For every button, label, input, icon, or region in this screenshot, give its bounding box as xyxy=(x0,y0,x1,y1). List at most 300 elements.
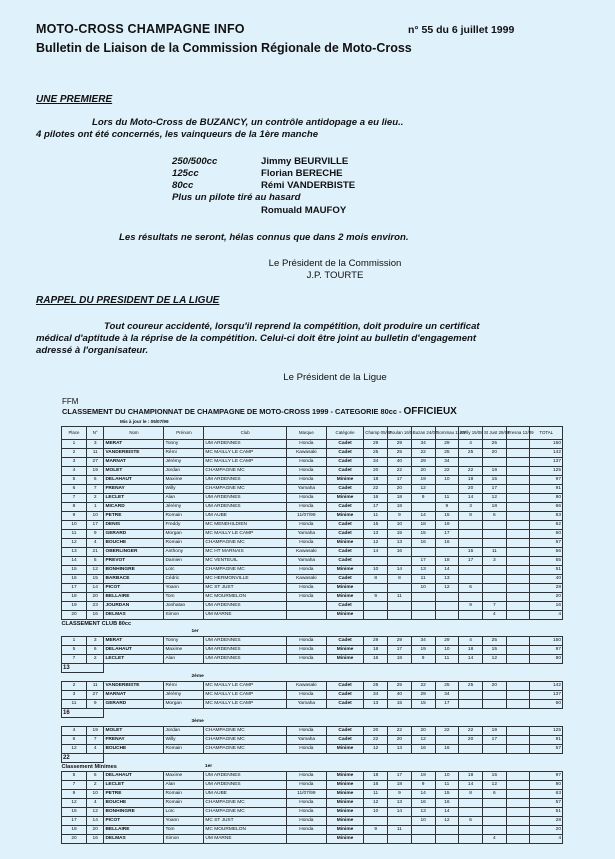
table-cell xyxy=(388,557,412,566)
table-cell: PICOT xyxy=(104,817,164,826)
table-cell: 21 xyxy=(86,548,103,557)
table-row xyxy=(62,584,563,593)
table-cell: MICARD xyxy=(104,503,164,512)
table-cell: Minime xyxy=(326,611,363,620)
table-cell: Romain xyxy=(164,790,204,799)
table-cell: Cadet xyxy=(326,449,363,458)
table-cell: 4 xyxy=(482,835,506,844)
table-cell: 29 xyxy=(364,440,388,449)
table-cell xyxy=(435,736,459,745)
table-cell: UM ARDENNES xyxy=(204,494,286,503)
table-cell: 12 xyxy=(62,745,87,754)
table-cell xyxy=(459,521,483,530)
pilot-cat: 125cc xyxy=(172,168,199,179)
table-cell: UM ARDENNES xyxy=(204,781,286,790)
table-cell: 22 xyxy=(459,727,483,736)
table-cell xyxy=(286,602,326,611)
table-cell: 12 xyxy=(435,584,459,593)
table-cell: Jonhatan xyxy=(164,602,204,611)
table-cell: 9 xyxy=(86,530,103,539)
table-cell: 55 xyxy=(530,557,563,566)
table-cell: Cadet xyxy=(326,467,363,476)
table-cell: 22 xyxy=(388,727,412,736)
table-cell: 11 xyxy=(86,682,103,691)
table-row xyxy=(62,503,563,512)
table-cell: 12 xyxy=(411,485,435,494)
table-cell: Cadet xyxy=(326,458,363,467)
table-cell: 9 xyxy=(62,512,87,521)
table-cell: LECLET xyxy=(104,655,164,664)
table-cell: 6 xyxy=(62,736,87,745)
table-cell: PETRE xyxy=(104,790,164,799)
table-cell: 51 xyxy=(530,808,563,817)
spacer-cell xyxy=(104,709,563,718)
table-cell xyxy=(482,817,506,826)
table-cell: 91 xyxy=(530,736,563,745)
table-cell: Honda xyxy=(286,691,326,700)
table-cell: 25 xyxy=(459,449,483,458)
table-cell: Honda xyxy=(286,584,326,593)
table-cell xyxy=(459,826,483,835)
column-header: Champ 05/04 xyxy=(364,427,388,440)
column-header: Place xyxy=(62,427,87,440)
table-cell: 17 xyxy=(62,817,87,826)
table-cell xyxy=(506,799,530,808)
table-cell: 14 xyxy=(411,790,435,799)
table-cell xyxy=(506,539,530,548)
table-cell: DELAHAUT xyxy=(104,772,164,781)
table-cell: GERARD xyxy=(104,700,164,709)
table-cell: 16 xyxy=(364,781,388,790)
table-cell: 4 xyxy=(530,835,563,844)
table-cell: Cadet xyxy=(326,727,363,736)
table-cell: 2 xyxy=(86,494,103,503)
table-cell: 6 xyxy=(459,817,483,826)
table-cell: 29 xyxy=(435,440,459,449)
table-cell: 4 xyxy=(530,611,563,620)
table-cell: 10 xyxy=(62,521,87,530)
table-update-date xyxy=(120,419,169,424)
table-row xyxy=(62,772,563,781)
table-cell xyxy=(506,826,530,835)
table-cell: 6 xyxy=(62,485,87,494)
table-cell xyxy=(506,503,530,512)
table-cell: 10 xyxy=(435,772,459,781)
table-cell: 16 xyxy=(435,539,459,548)
table-cell: 27 xyxy=(86,458,103,467)
table-cell: 16 xyxy=(86,611,103,620)
table-cell xyxy=(506,458,530,467)
table-cell: 22 xyxy=(411,449,435,458)
table-cell: CHAMPAGNE MC xyxy=(204,467,286,476)
table-row xyxy=(62,700,563,709)
bulletin-title: MOTO-CROSS CHAMPAGNE INFO xyxy=(36,22,245,36)
table-cell: 25 xyxy=(435,682,459,691)
table-cell xyxy=(506,476,530,485)
table-cell: Honda xyxy=(286,637,326,646)
table-cell: 18 xyxy=(364,772,388,781)
table-cell: Minime xyxy=(326,790,363,799)
table-cell: 2 xyxy=(86,781,103,790)
table-cell: Willy xyxy=(164,736,204,745)
table-cell: UM ARDENNES xyxy=(204,772,286,781)
table-cell: 16 xyxy=(435,799,459,808)
table-cell: 150 xyxy=(530,637,563,646)
table-cell: 14 xyxy=(411,512,435,521)
table-cell: Honda xyxy=(286,772,326,781)
table-cell: 17 xyxy=(435,530,459,539)
table-cell: 17 xyxy=(86,521,103,530)
table-cell: 20 xyxy=(411,467,435,476)
table-cell: 34 xyxy=(411,637,435,646)
table-cell: LECLET xyxy=(104,494,164,503)
table-cell xyxy=(506,557,530,566)
table-cell xyxy=(506,736,530,745)
table-cell: DELMAS xyxy=(104,611,164,620)
table-cell: Jordan xyxy=(164,467,204,476)
table-cell: UM AUBE xyxy=(204,512,286,521)
table-cell: 66 xyxy=(530,503,563,512)
table-cell xyxy=(506,521,530,530)
table-cell: 4 xyxy=(482,611,506,620)
table-cell: LECLET xyxy=(104,781,164,790)
table-cell: 34 xyxy=(435,458,459,467)
table-cell: 20 xyxy=(388,485,412,494)
table-cell xyxy=(364,557,388,566)
table-cell: 22 xyxy=(435,467,459,476)
table-cell: Honda xyxy=(286,799,326,808)
table-cell: 8 xyxy=(62,503,87,512)
table-cell: 25 xyxy=(388,449,412,458)
table-row xyxy=(62,727,563,736)
table-cell: 11 xyxy=(411,575,435,584)
table-cell: Minime xyxy=(326,781,363,790)
section-heading-row xyxy=(62,628,563,637)
table-cell xyxy=(364,611,388,620)
table-cell: OBERLINGER xyxy=(104,548,164,557)
table-cell: 16 xyxy=(435,745,459,754)
table-cell: BELLAIRE xyxy=(104,593,164,602)
table-cell: 12 xyxy=(482,494,506,503)
table-cell: Tonny xyxy=(164,637,204,646)
pilot-name: Florian BERECHE xyxy=(261,168,343,179)
table-cell: 17 xyxy=(435,700,459,709)
table-cell: CHAMPAGNE MC xyxy=(204,808,286,817)
table-cell: CHAMPAGNE MC xyxy=(204,745,286,754)
table-cell xyxy=(482,700,506,709)
table-cell xyxy=(482,458,506,467)
table-cell: Minime xyxy=(326,584,363,593)
table-cell: 20 xyxy=(62,611,87,620)
table-cell: 15 xyxy=(388,530,412,539)
table-cell: Minime xyxy=(326,646,363,655)
column-header: Melly 15/08 xyxy=(459,427,483,440)
table-cell: 16 xyxy=(411,799,435,808)
table-cell: Maxime xyxy=(164,772,204,781)
table-cell: UM ARDENNES xyxy=(204,602,286,611)
table-cell: 13 xyxy=(388,745,412,754)
table-cell: 18 xyxy=(364,646,388,655)
section-title-premiere: UNE PREMIERE xyxy=(36,94,113,105)
table-cell: 10 xyxy=(86,790,103,799)
table-cell: 18 xyxy=(364,476,388,485)
table-cell: Morgan xyxy=(164,530,204,539)
table-cell xyxy=(459,799,483,808)
table-cell: 20 xyxy=(411,727,435,736)
table-cell: 20 xyxy=(86,826,103,835)
table-cell: 142 xyxy=(530,449,563,458)
table-row xyxy=(62,521,563,530)
group-total: 22 xyxy=(62,754,104,763)
table-cell: 97 xyxy=(530,476,563,485)
table-cell: 4 xyxy=(86,539,103,548)
table-cell: 137 xyxy=(530,458,563,467)
table-cell: 29 xyxy=(388,637,412,646)
table-cell: UM ARDENNES xyxy=(204,655,286,664)
table-row xyxy=(62,835,563,844)
table-cell: 13 xyxy=(411,808,435,817)
table-cell: 15 xyxy=(459,548,483,557)
table-cell: 20 xyxy=(364,467,388,476)
table-cell: Minime xyxy=(326,799,363,808)
table-cell: 16 xyxy=(364,494,388,503)
table-cell xyxy=(506,727,530,736)
table-cell: Jérémy xyxy=(164,458,204,467)
table-cell: 20 xyxy=(62,835,87,844)
table-cell xyxy=(482,566,506,575)
table-cell: 20 xyxy=(482,682,506,691)
table-cell: 25 xyxy=(459,682,483,691)
table-cell: BOUCHE xyxy=(104,799,164,808)
table-cell: UM ARDENNES xyxy=(204,503,286,512)
table-cell xyxy=(459,458,483,467)
column-header: Nom xyxy=(104,427,164,440)
table-cell: 18 xyxy=(388,781,412,790)
table-row xyxy=(62,637,563,646)
table-row xyxy=(62,799,563,808)
table-cell: 12 xyxy=(482,781,506,790)
table-cell: 14 xyxy=(435,808,459,817)
table-cell: 6 xyxy=(86,476,103,485)
table-cell: 13 xyxy=(364,530,388,539)
table-cell: Cédric xyxy=(164,575,204,584)
table-cell: 8 xyxy=(459,512,483,521)
table-row xyxy=(62,557,563,566)
table-cell xyxy=(459,808,483,817)
table-cell: 12 xyxy=(364,799,388,808)
table-cell: 19 xyxy=(86,727,103,736)
table-cell: MARNAT xyxy=(104,691,164,700)
table-cell: 16 xyxy=(364,655,388,664)
table-cell: 14 xyxy=(388,566,412,575)
table-cell xyxy=(435,835,459,844)
table-cell: Cadet xyxy=(326,700,363,709)
table-cell: Honda xyxy=(286,503,326,512)
table-cell: Tom xyxy=(164,593,204,602)
table-cell: 19 xyxy=(411,772,435,781)
table-cell: Honda xyxy=(286,781,326,790)
table-title-officieux: OFFICIEUX xyxy=(403,406,457,417)
table-cell: 8 xyxy=(388,575,412,584)
table-cell: 22 xyxy=(364,485,388,494)
column-header: Marque xyxy=(286,427,326,440)
table-row xyxy=(62,790,563,799)
table-cell: 25 xyxy=(364,682,388,691)
table-cell: 25 xyxy=(435,449,459,458)
table-cell xyxy=(506,566,530,575)
table-cell: 7 xyxy=(62,494,87,503)
table-cell: JOURDAN xyxy=(104,602,164,611)
table-cell: 63 xyxy=(530,790,563,799)
update-label: Mis à jour le : xyxy=(120,419,150,424)
table-cell: Rémi xyxy=(164,682,204,691)
table-cell: 15 xyxy=(435,512,459,521)
table-cell: 80 xyxy=(530,494,563,503)
random-pilot-label: Plus un pilote tiré au hasard xyxy=(172,192,301,203)
table-cell xyxy=(506,655,530,664)
table-cell: 13 xyxy=(411,566,435,575)
table-cell: Cadet xyxy=(326,691,363,700)
section-heading-row xyxy=(62,673,563,682)
table-cell: 15 xyxy=(435,790,459,799)
section-heading: 2ème xyxy=(191,674,204,679)
table-cell: 20 xyxy=(459,736,483,745)
table-cell xyxy=(459,530,483,539)
table-cell: 3 xyxy=(482,557,506,566)
table-cell: 20 xyxy=(364,727,388,736)
table-cell xyxy=(411,548,435,557)
table-cell: 6 xyxy=(459,584,483,593)
table-cell: 15 xyxy=(364,521,388,530)
table-cell: Minime xyxy=(326,772,363,781)
table-cell: 9 xyxy=(364,593,388,602)
group-total-row xyxy=(62,754,563,763)
table-cell xyxy=(286,611,326,620)
table-cell: Alan xyxy=(164,494,204,503)
table-cell: MC VENTEUIL xyxy=(204,557,286,566)
table-cell: 5 xyxy=(62,646,87,655)
table-cell: 9 xyxy=(411,494,435,503)
table-cell: 12 xyxy=(364,745,388,754)
table-cell: 7 xyxy=(86,736,103,745)
table-cell: 6 xyxy=(482,790,506,799)
table-row xyxy=(62,682,563,691)
table-cell: Minime xyxy=(326,566,363,575)
table-cell: 8 xyxy=(364,575,388,584)
table-cell: 12 xyxy=(435,817,459,826)
table-cell xyxy=(506,790,530,799)
table-cell: Minime xyxy=(326,817,363,826)
table-cell: 3 xyxy=(62,691,87,700)
results-note: Les résultats ne seront, hélas connus que dans 2 mois environ. xyxy=(119,232,409,243)
table-cell: Minime xyxy=(326,512,363,521)
table-row xyxy=(62,476,563,485)
table-cell: PETRE xyxy=(104,512,164,521)
table-cell: 20 xyxy=(482,449,506,458)
table-cell xyxy=(482,826,506,835)
table-cell: Honda xyxy=(286,476,326,485)
section-heading-row xyxy=(62,620,563,629)
table-cell: Honda xyxy=(286,539,326,548)
table-cell: 12 xyxy=(411,736,435,745)
table-cell: 14 xyxy=(435,566,459,575)
table-cell: Romain xyxy=(164,539,204,548)
table-cell xyxy=(506,593,530,602)
table-cell: MC MOURMELON xyxy=(204,826,286,835)
table-cell: GERARD xyxy=(104,530,164,539)
table-cell: 15 xyxy=(411,700,435,709)
table-cell: 2 xyxy=(86,655,103,664)
table-cell: 34 xyxy=(411,440,435,449)
table-cell: 7 xyxy=(62,781,87,790)
table-cell xyxy=(506,682,530,691)
table-cell: CHAMPAGNE MC xyxy=(204,799,286,808)
table-cell: Tom xyxy=(164,826,204,835)
table-cell: 16 xyxy=(411,745,435,754)
table-cell: MC ST JUST xyxy=(204,817,286,826)
table-cell: Loïc xyxy=(164,566,204,575)
table-row xyxy=(62,611,563,620)
table-cell: MC MAILLY LE CAMP xyxy=(204,691,286,700)
table-cell: UM ARDENNES xyxy=(204,476,286,485)
table-cell: UM ARDENNES xyxy=(204,646,286,655)
table-cell xyxy=(435,593,459,602)
table-cell: 19 xyxy=(435,521,459,530)
table-cell xyxy=(459,539,483,548)
table-cell: Honda xyxy=(286,593,326,602)
table-cell: Yamaha xyxy=(286,485,326,494)
table-cell: Kawasaki xyxy=(286,449,326,458)
table-cell: 28 xyxy=(530,584,563,593)
table-cell: 10 xyxy=(364,808,388,817)
table-cell xyxy=(364,584,388,593)
table-cell: 10 xyxy=(435,646,459,655)
table-cell: 18 xyxy=(459,772,483,781)
table-cell: 15 xyxy=(411,530,435,539)
table-cell: 57 xyxy=(530,799,563,808)
table-cell: Honda xyxy=(286,566,326,575)
table-cell: 17 xyxy=(388,772,412,781)
table-cell: 3 xyxy=(62,458,87,467)
table-cell: Minime xyxy=(326,655,363,664)
table-cell: 20 xyxy=(388,736,412,745)
table-cell: 6 xyxy=(86,772,103,781)
table-cell: Cadet xyxy=(326,557,363,566)
table-cell: Anthony xyxy=(164,548,204,557)
table-cell: 22 xyxy=(435,727,459,736)
bulletin-subtitle: Bulletin de Liaison de la Commission Régionale de Moto-Cross xyxy=(36,41,412,55)
table-cell: Honda xyxy=(286,655,326,664)
table-row xyxy=(62,458,563,467)
table-cell: 15 xyxy=(62,566,87,575)
table-cell: UM ARDENNES xyxy=(204,440,286,449)
table-cell: Alan xyxy=(164,781,204,790)
random-pilot-name: Romuald MAUFOY xyxy=(261,205,347,216)
table-cell: Jérémy xyxy=(164,691,204,700)
table-cell: Honda xyxy=(286,494,326,503)
update-date: 05/07/99 xyxy=(150,419,169,424)
table-cell xyxy=(506,745,530,754)
table-cell xyxy=(506,637,530,646)
table-cell xyxy=(459,691,483,700)
table-cell: 9 xyxy=(86,700,103,709)
results-table xyxy=(61,426,563,844)
table-cell: UM MARNE xyxy=(204,611,286,620)
table-cell: 23 xyxy=(86,602,103,611)
table-row xyxy=(62,817,563,826)
table-cell xyxy=(411,835,435,844)
table-cell: FRENAY xyxy=(104,736,164,745)
